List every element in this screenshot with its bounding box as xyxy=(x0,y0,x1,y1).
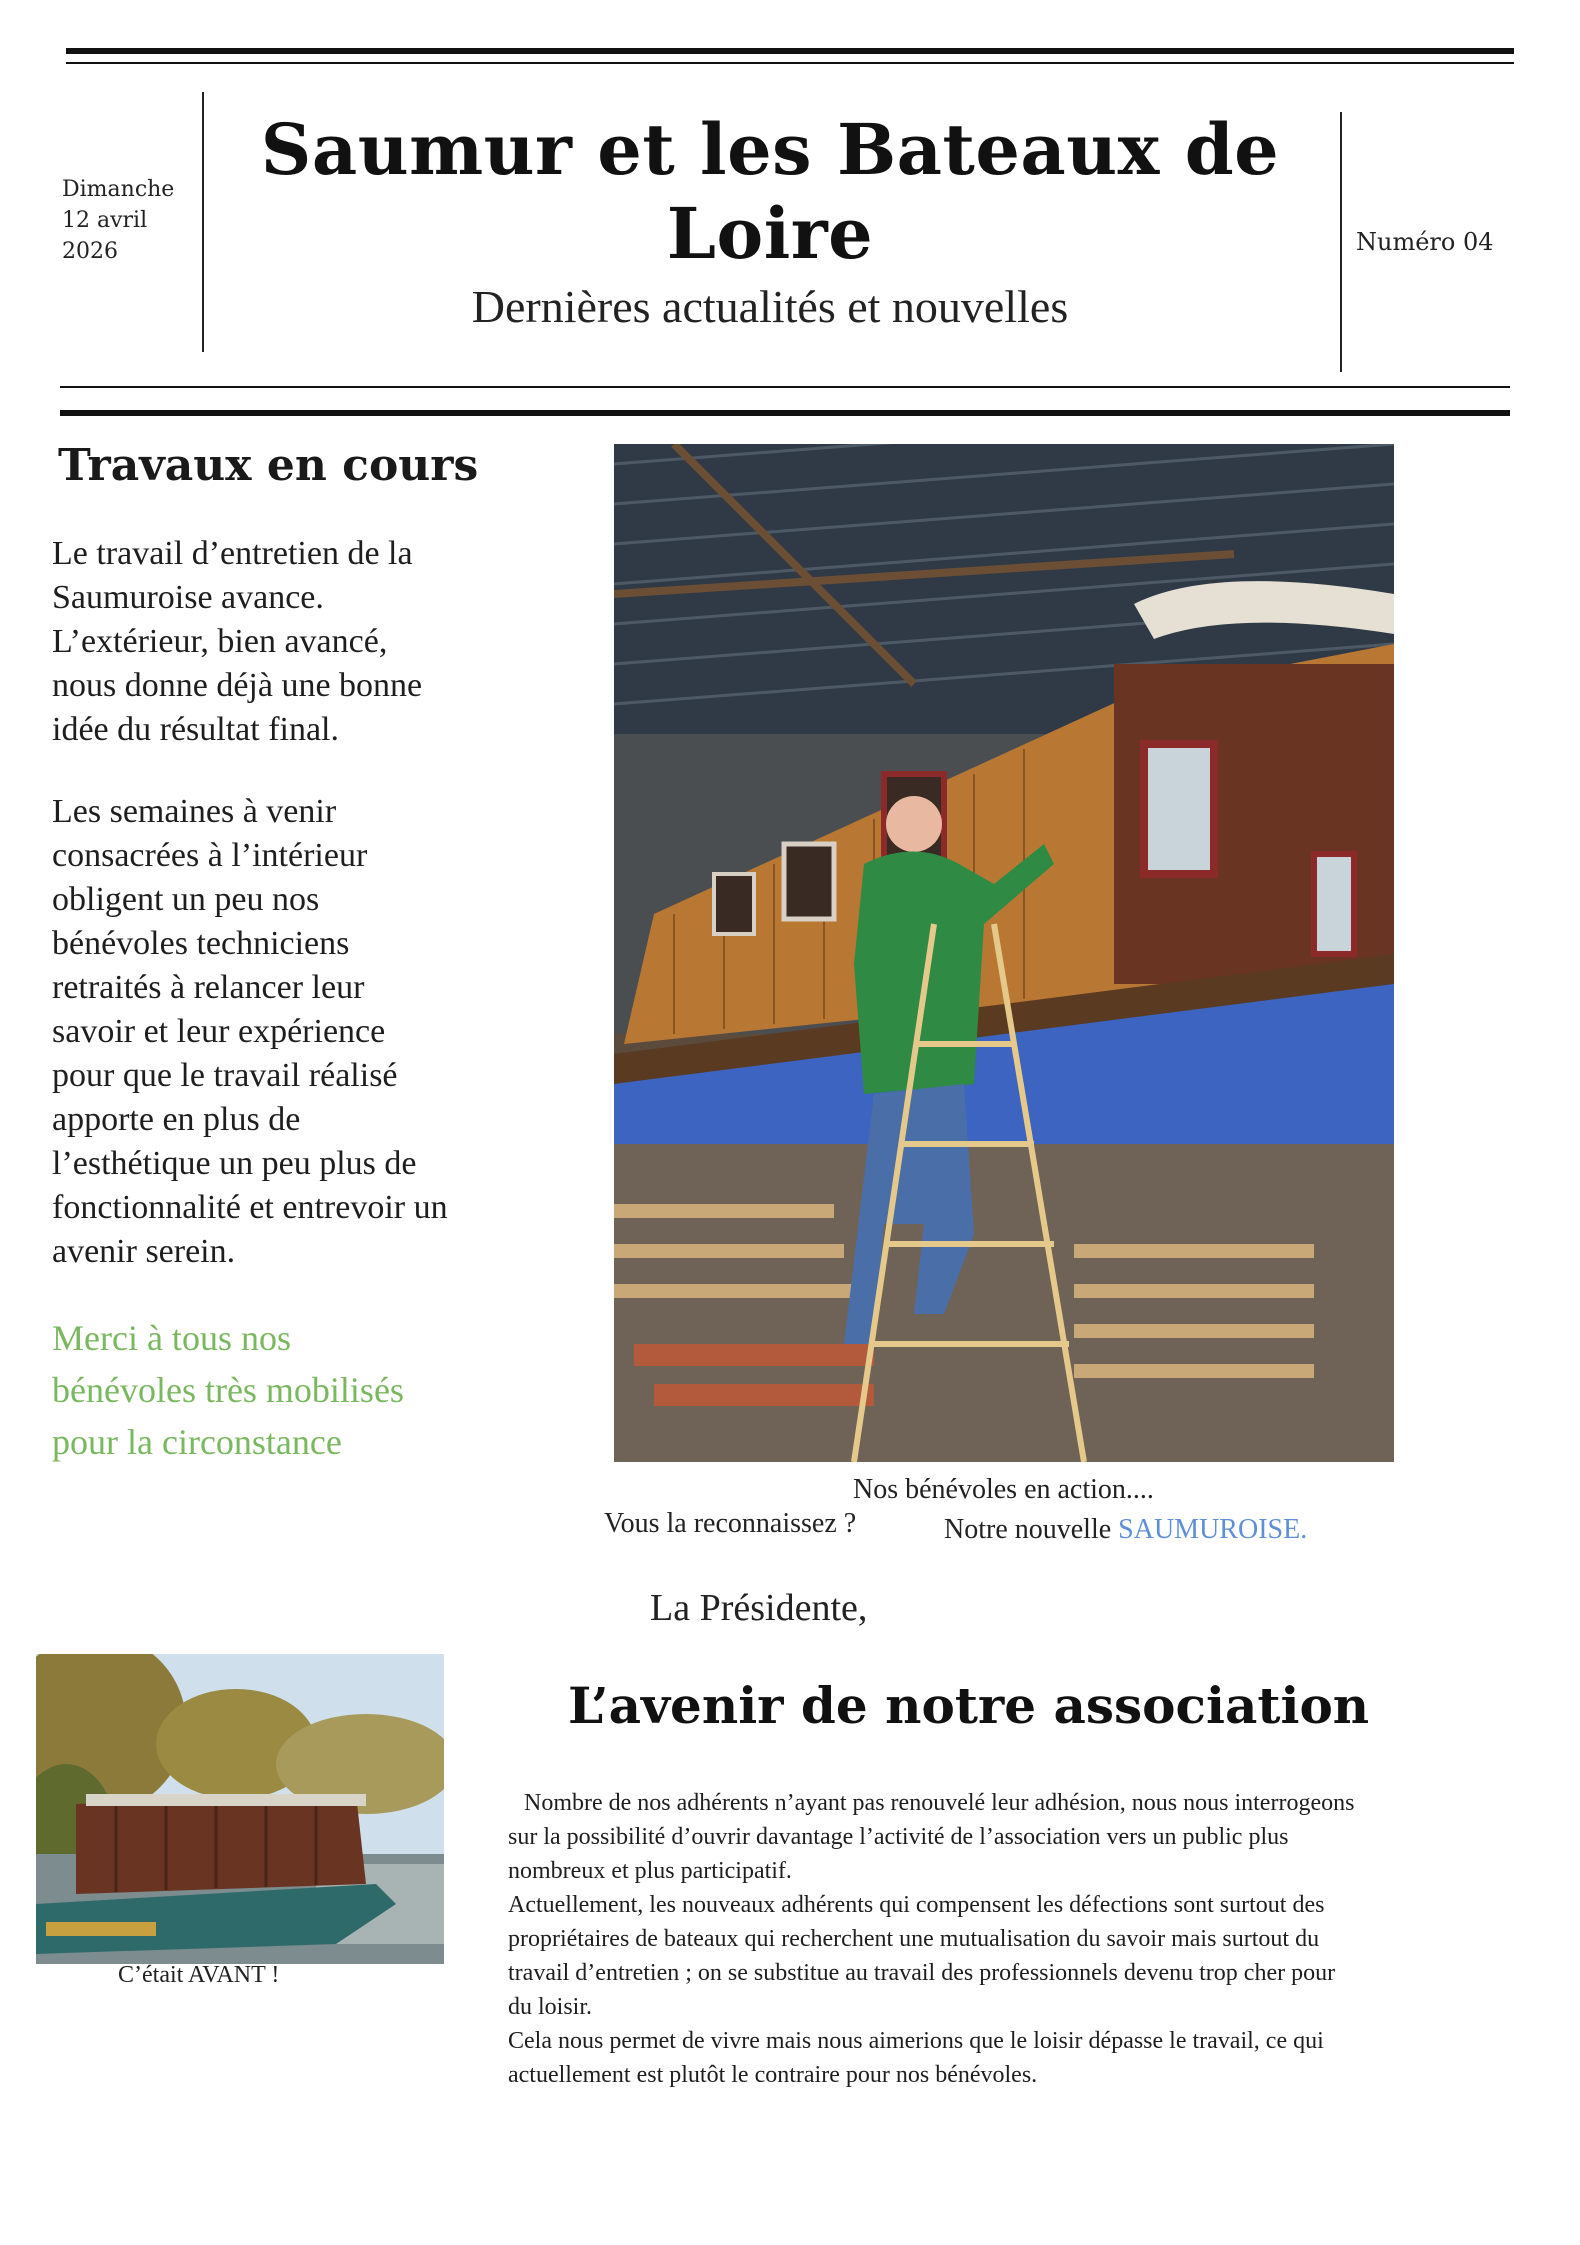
title-line-1: Saumur et les Bateaux de xyxy=(260,108,1280,191)
text-line: nous donne déjà une bonne xyxy=(52,667,423,704)
caption-highlight-saumuroise: SAUMUROISE. xyxy=(1118,1514,1308,1545)
masthead-divider-right xyxy=(1340,112,1342,372)
text-line: Nombre de nos adhérents n’ayant pas renouvelé leur adhésion, nous nous interrogeons xyxy=(524,1790,1355,1816)
date-date: 12 avril xyxy=(62,208,148,233)
article-body xyxy=(508,1786,1498,2092)
text-line: bénévoles très mobilisés xyxy=(52,1370,404,1410)
text-line: bénévoles techniciens xyxy=(52,925,350,962)
main-photo-caption-line-1: Nos bénévoles en action.... xyxy=(853,1474,1154,1505)
article-title: L’avenir de notre association xyxy=(568,1676,1370,1735)
text-line: pour que le travail réalisé xyxy=(52,1057,398,1094)
text-line: idée du résultat final. xyxy=(52,711,340,748)
text-line: L’extérieur, bien avancé, xyxy=(52,623,388,660)
title-line-2: Loire xyxy=(666,192,874,275)
masthead-top-rule xyxy=(66,48,1514,54)
text-line: Cela nous permet de vivre mais nous aimerions que le loisir dépasse le travail, ce qui xyxy=(508,2028,1324,2054)
text-line: retraités à relancer leur xyxy=(52,969,365,1006)
main-photo-boat-restoration xyxy=(614,444,1394,1462)
text-line: propriétaires de bateaux qui recherchent une mutualisation du savoir mais surtout du xyxy=(508,1926,1320,1952)
signature-presidente: La Présidente, xyxy=(650,1587,868,1629)
masthead-bottom-rule-thin xyxy=(60,386,1510,388)
date-year: 2026 xyxy=(62,239,118,264)
main-photo-caption-question: Vous la reconnaissez ? xyxy=(604,1508,857,1539)
text-line: actuellement est plutôt le contraire pour nos bénévoles. xyxy=(508,2062,1038,2088)
text-line: pour la circonstance xyxy=(52,1422,342,1462)
text-line: apporte en plus de xyxy=(52,1101,301,1138)
boat-restoration-illustration xyxy=(614,444,1394,1462)
text-line: nombreux et plus participatif. xyxy=(508,1858,792,1884)
newspaper-title xyxy=(230,108,1310,276)
masthead-bottom-rule xyxy=(60,410,1510,416)
travaux-paragraph-2 xyxy=(52,790,522,1274)
text-line: l’esthétique un peu plus de xyxy=(52,1145,417,1182)
before-photo xyxy=(36,1654,444,1964)
main-photo-caption-line-2 xyxy=(944,1514,1307,1546)
date-day: Dimanche xyxy=(62,177,175,202)
masthead-divider-left xyxy=(202,92,204,352)
text-line: fonctionnalité et entrevoir un xyxy=(52,1189,448,1226)
text-line: sur la possibilité d’ouvrir davantage l’activité de l’association vers un public plus xyxy=(508,1824,1289,1850)
text-line: avenir serein. xyxy=(52,1233,236,1270)
issue-number: Numéro 04 xyxy=(1356,228,1494,256)
newspaper-subtitle: Dernières actualités et nouvelles xyxy=(471,281,1069,332)
masthead-top-rule-thin xyxy=(66,62,1514,64)
text-line: Les semaines à venir xyxy=(52,793,337,830)
caption-text: Notre nouvelle xyxy=(944,1514,1112,1545)
thanks-message xyxy=(52,1312,522,1468)
text-line: du loisir. xyxy=(508,1994,593,2020)
text-line: savoir et leur expérience xyxy=(52,1013,386,1050)
text-line: travail d’entretien ; on se substitue au travail des professionnels devenu trop cher pour xyxy=(508,1960,1336,1986)
text-line: consacrées à l’intérieur xyxy=(52,837,368,874)
issue-date xyxy=(62,174,202,267)
text-line: Saumuroise avance. xyxy=(52,579,324,616)
text-line: Merci à tous nos xyxy=(52,1318,291,1358)
text-line: obligent un peu nos xyxy=(52,881,320,918)
text-line: Le travail d’entretien de la xyxy=(52,535,413,572)
before-photo-caption: C’était AVANT ! xyxy=(118,1962,280,1988)
section-title-travaux: Travaux en cours xyxy=(58,440,479,491)
travaux-paragraph-1 xyxy=(52,532,522,752)
text-line: Actuellement, les nouveaux adhérents qui compensent les défections sont surtout des xyxy=(508,1892,1325,1918)
before-photo-illustration xyxy=(36,1654,444,1964)
